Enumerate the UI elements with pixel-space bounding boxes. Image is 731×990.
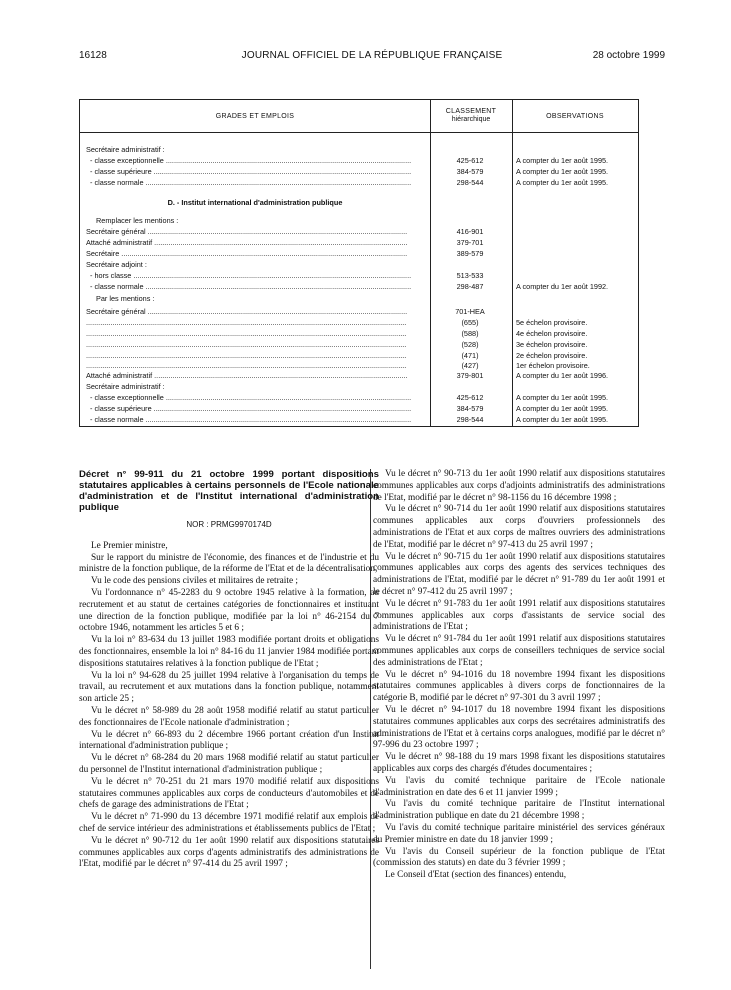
row-observation: 1er échelon provisoire.	[516, 361, 590, 370]
row-observation: A compter du 1er août 1995.	[516, 393, 609, 402]
row-classement: (528)	[461, 340, 479, 349]
table-row	[80, 414, 638, 425]
visa-paragraph: Vu la loi n° 94-628 du 25 juillet 1994 relative à l'organisation du temps de travail, au recrutement et aux mutations dans la fonction publique, notamment son article 25 ;	[79, 670, 379, 705]
row-observation: A compter du 1er août 1995.	[516, 178, 609, 187]
table-row	[80, 197, 638, 208]
visa-paragraph: Vu le décret n° 94-1017 du 18 novembre 1994 fixant les dispositions statutaires communes applicables aux corps des secrétaires administratifs des administrations de l'Etat et à certains corps analogues, modifié par le décret n° 97-996 du 23 octobre 1997 ;	[373, 704, 665, 751]
visa-paragraph: Vu l'avis du comité technique paritaire de l'Ecole nationale d'administration en date des 6 et 11 janvier 1999 ;	[373, 775, 665, 798]
row-classement: (655)	[461, 318, 479, 327]
row-classement: 298-544	[456, 415, 484, 424]
decree-column-left	[79, 469, 379, 871]
row-classement: (427)	[461, 361, 479, 370]
row-label	[86, 328, 407, 339]
row-label: Secrétaire administratif :	[86, 382, 165, 391]
row-classement: 701-HEA	[455, 307, 485, 316]
visa-paragraph: Vu le décret n° 71-990 du 13 décembre 1971 modifié relatif aux emplois de chef de service intérieur des administrations et établissements publics de l'Etat ;	[79, 812, 379, 834]
visa-paragraph: Vu le décret n° 66-893 du 2 décembre 1966 portant création d'un Institut international d'administration publique ;	[79, 729, 379, 752]
visa-paragraph: Vu le décret n° 91-783 du 1er août 1991 relatif aux dispositions statutaires communes applicables aux corps d'assistants de service social des administrations de l'Etat ;	[373, 598, 665, 633]
table-row	[80, 381, 638, 392]
visa-paragraph: Vu l'avis du comité technique paritaire de l'Institut international d'administration publique en date du 21 décembre 1998 ;	[373, 799, 665, 822]
issue-date: 28 octobre 1999	[592, 50, 665, 61]
row-classement: 416-901	[456, 227, 484, 236]
page-header	[79, 50, 665, 64]
visa-paragraph: Vu le décret n° 90-714 du 1er août 1990 relatif aux dispositions statutaires communes applicables aux corps d'ouvriers professionnels des administrations de l'Etat et aux corps de maîtres ouvriers des administrations de l'Etat, modifié par le décret n° 97-413 du 25 avril 1997 ;	[373, 504, 665, 550]
decree-column-right	[373, 469, 665, 882]
row-label: Secrétaire .....	[86, 248, 407, 259]
row-classement: 298-544	[456, 178, 484, 187]
table-row	[80, 226, 638, 237]
row-observation: A compter du 1er août 1995.	[516, 404, 609, 413]
table-header-rule	[80, 132, 638, 133]
row-label: - hors classe .....	[90, 270, 411, 281]
row-classement: 384-579	[456, 167, 484, 176]
table-row	[80, 293, 638, 304]
col-header-class: CLASSEMENT	[445, 108, 497, 115]
table-row	[80, 317, 638, 328]
visa-paragraph: Vu le décret n° 68-284 du 20 mars 1968 modifié relatif au statut particulier du personnel de l'Institut international d'administration publique ;	[79, 753, 379, 775]
row-classement: 425-612	[456, 393, 484, 402]
table-row	[80, 248, 638, 259]
table-row	[80, 144, 638, 155]
row-label: Secrétaire général .....	[86, 226, 407, 237]
table-row	[80, 281, 638, 292]
table-row	[80, 270, 638, 281]
visa-paragraph: Vu le décret n° 90-712 du 1er août 1990 relatif aux dispositions statutaires communes applicables aux corps d'agents administratifs des administrations de l'Etat, modifié par le décret n° 97-414 du 25 avril 1997 ;	[79, 835, 379, 870]
visa-paragraph: Vu le décret n° 91-784 du 1er août 1991 relatif aux dispositions statutaires communes applicables aux corps de conseillers techniques de service social des administrations de l'Etat ;	[373, 634, 665, 668]
row-label: Secrétaire adjoint :	[86, 260, 147, 269]
visa-list-right	[373, 469, 665, 882]
row-label: D. - Institut international d'administration publique	[167, 198, 343, 207]
row-label	[86, 317, 407, 328]
table-row	[80, 370, 638, 381]
visa-paragraph: Le Premier ministre,	[91, 540, 168, 551]
col-header-grades: GRADES ET EMPLOIS	[215, 113, 295, 120]
table-row	[80, 339, 638, 350]
table-row	[80, 215, 638, 226]
table-row	[80, 328, 638, 339]
row-observation: A compter du 1er août 1992.	[516, 282, 609, 291]
nor-reference: NOR : PRMG9970174D	[186, 520, 272, 529]
row-label: Secrétaire général .....	[86, 306, 407, 317]
page-number: 16128	[79, 50, 107, 61]
row-classement: (588)	[461, 329, 479, 338]
row-label: - classe normale .....	[90, 414, 411, 425]
classification-table	[79, 99, 639, 427]
visa-paragraph: Vu l'avis du Conseil supérieur de la fonction publique de l'Etat (commission des statuts) en date du 3 février 1999 ;	[373, 846, 665, 869]
visa-paragraph: Vu l'avis du comité technique paritaire ministériel des services généraux du Premier ministre en date du 18 janvier 1999 ;	[373, 822, 665, 845]
table-row	[80, 177, 638, 188]
row-classement: 298-487	[456, 282, 484, 291]
row-observation: A compter du 1er août 1996.	[516, 371, 609, 380]
row-classement: 379-701	[456, 238, 484, 247]
table-row	[80, 166, 638, 177]
row-classement: 379-801	[456, 371, 484, 380]
row-label: - classe supérieure .....	[90, 403, 411, 414]
visa-paragraph: Vu le décret n° 94-1016 du 18 novembre 1994 fixant les dispositions statutaires communes applicables à divers corps de fonctionnaires de la catégorie B, modifié par le décret n° 97-301 du 3 avril 1997 ;	[373, 669, 665, 704]
decree-title: Décret n° 99-911 du 21 octobre 1999 portant dispositions statutaires applicables à certains personnels de l'Ecole nationale d'administration et de l'Institut international d'administration publique	[79, 469, 379, 513]
visa-paragraph: Vu le décret n° 70-251 du 21 mars 1970 modifié relatif aux dispositions statutaires communes applicables aux corps de conducteurs d'automobiles et de chefs de garage des administrations de l'Etat ;	[79, 776, 379, 811]
row-label: - classe exceptionnelle .....	[90, 392, 411, 403]
visa-paragraph: Vu l'ordonnance n° 45-2283 du 9 octobre 1945 relative à la formation, au recrutement et au statut de certaines catégories de fonctionnaires et instituant une direction de la fonction publique, modifiée par la loi n° 46-2154 du 7 octobre 1946, notamment les articles 5 et 6 ;	[79, 587, 379, 634]
col-header-observations: OBSERVATIONS	[546, 113, 604, 120]
table-row	[80, 403, 638, 414]
row-label: Attaché administratif .....	[86, 370, 407, 381]
visa-paragraph: Vu le décret n° 90-713 du 1er août 1990 relatif aux dispositions statutaires communes applicables aux corps d'adjoints administratifs des administrations de l'Etat, modifié par le décret n° 98-1156 du 16 décembre 1998 ;	[373, 469, 665, 503]
row-classement: 425-612	[456, 156, 484, 165]
visa-paragraph: Vu le décret n° 58-989 du 28 août 1958 modifié relatif au statut particulier des fonctionnaires de l'Ecole nationale d'administration ;	[79, 705, 379, 728]
row-observation: A compter du 1er août 1995.	[516, 415, 609, 424]
row-classement: 513-533	[456, 271, 484, 280]
row-observation: A compter du 1er août 1995.	[516, 156, 609, 165]
row-classement: 384-579	[456, 404, 484, 413]
table-row	[80, 237, 638, 248]
table-row	[80, 259, 638, 270]
visa-paragraph: Vu la loi n° 83-634 du 13 juillet 1983 modifiée portant droits et obligations des fonctionnaires, ensemble la loi n° 84-16 du 11 janvier 1984 modifiée portant dispositions statutaires relatives à la fonction publique de l'Etat ;	[79, 635, 379, 669]
row-classement: (471)	[461, 351, 479, 360]
col-header-class-sub: hiérarchique	[451, 116, 491, 123]
journal-title: JOURNAL OFFICIEL DE LA RÉPUBLIQUE FRANÇAISE	[241, 50, 503, 61]
table-row	[80, 392, 638, 403]
row-observation: 2e échelon provisoire.	[516, 351, 588, 360]
row-label: Secrétaire administratif :	[86, 145, 165, 154]
row-observation: 4e échelon provisoire.	[516, 329, 588, 338]
row-label: - classe supérieure .....	[90, 166, 411, 177]
visa-paragraph: Le Conseil d'Etat (section des finances) entendu,	[385, 870, 567, 881]
visa-paragraph: Vu le code des pensions civiles et militaires de retraite ;	[91, 576, 299, 587]
row-observation: A compter du 1er août 1995.	[516, 167, 609, 176]
row-observation: 5e échelon provisoire.	[516, 318, 588, 327]
row-label: Remplacer les mentions :	[96, 216, 179, 225]
visa-list-left	[79, 541, 379, 871]
table-row	[80, 155, 638, 166]
row-label: - classe normale .....	[90, 281, 411, 292]
row-label: - classe normale .....	[90, 177, 411, 188]
row-label: Attaché administratif .....	[86, 237, 407, 248]
visa-paragraph: Vu le décret n° 98-188 du 19 mars 1998 fixant les dispositions statutaires applicables aux corps des chargés d'études documentaires ;	[373, 752, 665, 774]
row-label: Par les mentions :	[96, 294, 155, 303]
row-classement: 389-579	[456, 249, 484, 258]
table-row	[80, 306, 638, 317]
row-label	[86, 339, 407, 350]
visa-paragraph: Vu le décret n° 90-715 du 1er août 1990 relatif aux dispositions statutaires communes applicables aux corps des agents des services techniques des administrations de l'Etat, modifié par le décret n° 91-789 du 1er août 1991 et le décret n° 97-412 du 25 avril 1997 ;	[373, 551, 665, 597]
visa-paragraph: Sur le rapport du ministre de l'économie, des finances et de l'industrie et du ministre de la fonction publique, de la réforme de l'Etat et de la décentralisation,	[79, 552, 379, 575]
row-label: - classe exceptionnelle .....	[90, 155, 411, 166]
row-observation: 3e échelon provisoire.	[516, 340, 588, 349]
